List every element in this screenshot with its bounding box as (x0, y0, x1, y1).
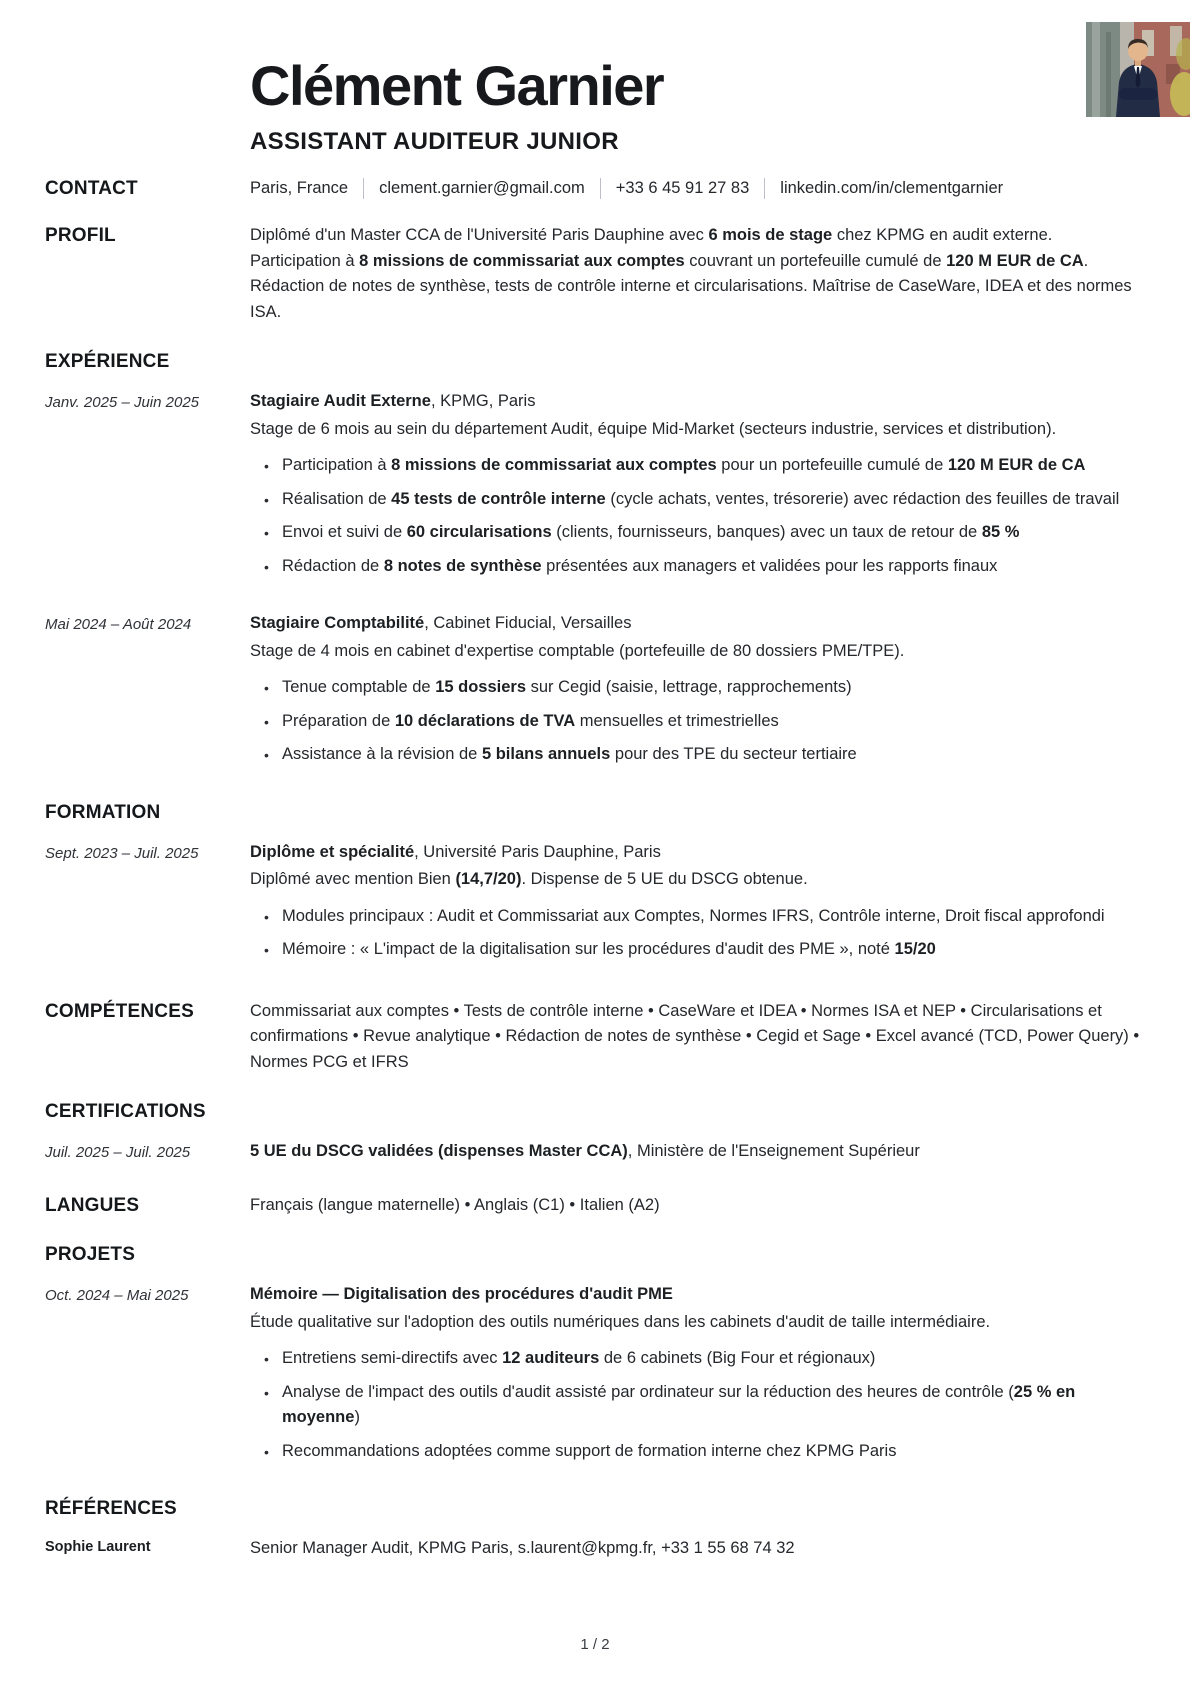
entry-date: Oct. 2024 – Mai 2025 (45, 1287, 189, 1305)
entry-title: Stagiaire Audit Externe, KPMG, Paris (250, 392, 536, 411)
bullet-item: • Modules principaux : Audit et Commissariat aux Comptes, Normes IFRS, Contrôle interne, Droit fiscal approfondi (264, 904, 1142, 930)
resume-header (250, 56, 1142, 156)
projets-heading: PROJETS (45, 1244, 136, 1266)
person-name: Clément Garnier (250, 54, 664, 117)
entry-bullets (264, 675, 1142, 768)
bullet-item: • Assistance à la révision de 5 bilans annuels pour des TPE du secteur tertiaire (264, 742, 1142, 768)
contact-separator (764, 178, 765, 199)
entry-subtitle: Stage de 4 mois en cabinet d'expertise comptable (portefeuille de 80 dossiers PME/TPE). (250, 641, 905, 660)
profile-photo (1086, 22, 1190, 117)
contact-location: Paris, France (250, 179, 349, 198)
section-langues (45, 1193, 1142, 1219)
contact-separator (363, 178, 364, 199)
entry-title: Diplôme et spécialité, Université Paris Dauphine, Paris (250, 842, 661, 861)
bullet-item: • Participation à 8 missions de commissariat aux comptes pour un portefeuille cumulé de 120 M EUR de CA (264, 453, 1142, 479)
experience-heading: EXPÉRIENCE (45, 351, 170, 373)
entry-title: 5 UE du DSCG validées (dispenses Master CCA), Ministère de l'Enseignement Supérieur (250, 1142, 920, 1161)
job-title: ASSISTANT AUDITEUR JUNIOR (250, 128, 619, 156)
section-references (45, 1498, 1142, 1562)
entry-title: Stagiaire Comptabilité, Cabinet Fiducial, Versailles (250, 614, 632, 633)
profil-text: Diplômé d'un Master CCA de l'Université Paris Dauphine avec 6 mois de stage chez KPMG en audit externe. Participation à 8 missions de commissariat aux comptes couvrant un portefeuille cumulé de 120 M EUR de CA. Rédaction de notes de synthèse, tests de contrôle interne et circularisations. Maîtrise de CaseWare, IDEA et des normes ISA. (250, 226, 1132, 321)
reference-detail: Senior Manager Audit, KPMG Paris, s.laurent@kpmg.fr, +33 1 55 68 74 32 (250, 1539, 795, 1558)
contact-phone: +33 6 45 91 27 83 (615, 179, 750, 198)
section-projets (45, 1244, 1142, 1472)
section-contact (45, 176, 1142, 201)
section-competences (45, 999, 1142, 1076)
entry-subtitle: Étude qualitative sur l'adoption des outils numériques dans les cabinets d'audit de taille intermédiaire. (250, 1312, 991, 1331)
bullet-item: • Envoi et suivi de 60 circularisations (clients, fournisseurs, banques) avec un taux de retour de 85 % (264, 520, 1142, 546)
bullet-item: • Analyse de l'impact des outils d'audit assisté par ordinateur sur la réduction des heures de contrôle (25 % en moyenne) (264, 1380, 1142, 1431)
entry-date: Janv. 2025 – Juin 2025 (45, 394, 200, 412)
page-number: 1 / 2 (580, 1636, 610, 1653)
entry-date: Sept. 2023 – Juil. 2025 (45, 844, 199, 862)
contact-separator (600, 178, 601, 199)
formation-heading: FORMATION (45, 801, 161, 823)
experience-entry (45, 389, 1142, 587)
reference-entry (45, 1536, 1142, 1562)
langues-text: Français (langue maternelle) • Anglais (C1) • Italien (A2) (250, 1195, 660, 1214)
contact-heading: CONTACT (45, 178, 138, 200)
competences-text: Commissariat aux comptes • Tests de contrôle interne • CaseWare et IDEA • Normes ISA et NEP • Circularisations et confirmations • Revue analytique • Rédaction de notes de synthèse • Cegid et Sage • Excel avancé (TCD, Power Query) • Normes PCG et IFRS (250, 1001, 1140, 1071)
entry-subtitle: Diplômé avec mention Bien (14,7/20). Dispense de 5 UE du DSCG obtenue. (250, 870, 808, 889)
bullet-item: • Recommandations adoptées comme support de formation interne chez KPMG Paris (264, 1439, 1142, 1465)
competences-heading: COMPÉTENCES (45, 1000, 194, 1022)
bullet-item: • Rédaction de 8 notes de synthèse présentées aux managers et validées pour les rapports finaux (264, 554, 1142, 580)
entry-subtitle: Stage de 6 mois au sein du département Audit, équipe Mid-Market (secteurs industrie, services et distribution). (250, 419, 1057, 438)
certification-entry (45, 1139, 1142, 1165)
bullet-item: • Préparation de 10 déclarations de TVA mensuelles et trimestrielles (264, 709, 1142, 735)
bullet-item: • Mémoire : « L'impact de la digitalisation sur les procédures d'audit des PME », noté 15/20 (264, 937, 1142, 963)
references-heading: RÉFÉRENCES (45, 1498, 177, 1520)
langues-heading: LANGUES (45, 1194, 140, 1216)
contact-line (250, 176, 1142, 201)
portrait-illustration (1086, 22, 1190, 117)
contact-linkedin: linkedin.com/in/clementgarnier (780, 179, 1004, 198)
entry-bullets (264, 1346, 1142, 1464)
reference-name: Sophie Laurent (45, 1539, 151, 1556)
formation-entry (45, 840, 1142, 971)
section-profil (45, 223, 1142, 325)
entry-title: Mémoire — Digitalisation des procédures d'audit PME (250, 1285, 673, 1304)
section-formation (45, 802, 1142, 971)
projet-entry (45, 1282, 1142, 1472)
entry-date: Mai 2024 – Août 2024 (45, 616, 192, 634)
section-certifications (45, 1101, 1142, 1165)
entry-bullets (264, 904, 1142, 963)
section-experience (45, 351, 1142, 776)
bullet-item: • Réalisation de 45 tests de contrôle interne (cycle achats, ventes, trésorerie) avec rédaction des feuilles de travail (264, 487, 1142, 513)
contact-email: clement.garnier@gmail.com (379, 179, 585, 198)
bullet-item: • Tenue comptable de 15 dossiers sur Cegid (saisie, lettrage, rapprochements) (264, 675, 1142, 701)
experience-entry (45, 611, 1142, 776)
bullet-item: • Entretiens semi-directifs avec 12 auditeurs de 6 cabinets (Big Four et régionaux) (264, 1346, 1142, 1372)
entry-bullets (264, 453, 1142, 579)
profil-heading: PROFIL (45, 225, 116, 247)
certifications-heading: CERTIFICATIONS (45, 1101, 206, 1123)
entry-date: Juil. 2025 – Juil. 2025 (45, 1144, 191, 1162)
